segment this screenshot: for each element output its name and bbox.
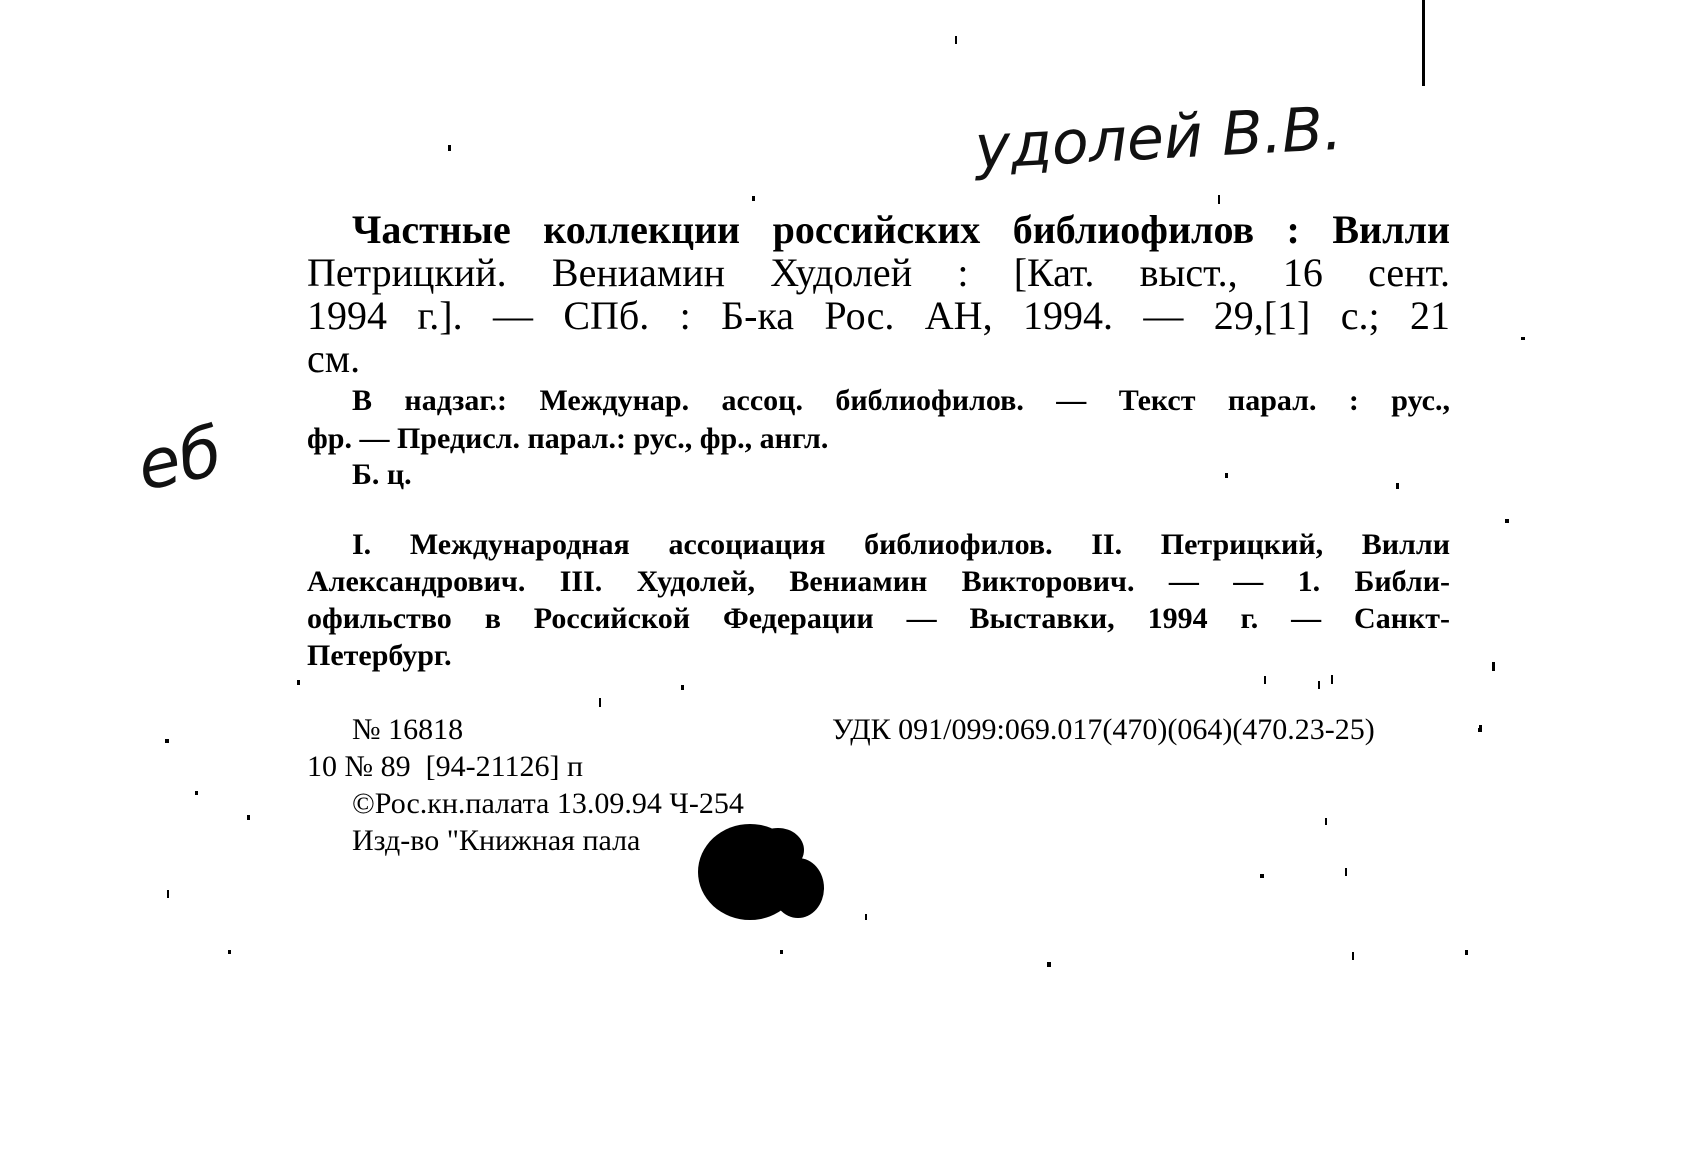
publisher-line: Изд-во "Книжная пала [352, 824, 641, 857]
ink-blot [690, 810, 840, 930]
title-line-1: Частные коллекции российских библиофилов : Вилли [352, 208, 1450, 252]
edition-line: 10 № 89 [94-21126] п [307, 750, 584, 783]
title-line-4: см. [307, 336, 361, 381]
tracing-line-2: Александрович. III. Худолей, Вениамин Викторович. — — 1. Библи- [307, 565, 1450, 598]
record-number: № 16818 [352, 713, 464, 746]
title-line-2: Петрицкий. Вениамин Худолей : [Кат. выст., 16 сент. [307, 251, 1450, 295]
top-vertical-rule [1422, 0, 1425, 86]
copyright-line: ©Рос.кн.палата 13.09.94 Ч-254 [352, 787, 744, 820]
tracing-line-3: офильство в Российской Федерации — Выставки, 1994 г. — Санкт- [307, 602, 1450, 635]
note-line-2: фр. — Предисл. парал.: рус., фр., англ. [307, 422, 829, 455]
udc-code: УДК 091/099:069.017(470)(064)(470.23-25) [832, 713, 1375, 746]
handwritten-author-name: удолей В.В. [973, 93, 1344, 183]
note-line-1: В надзаг.: Междунар. ассоц. библиофилов. — Текст парал. : рус., [352, 384, 1450, 417]
handwritten-margin-code: еб [130, 412, 229, 507]
price-note: Б. ц. [352, 458, 412, 491]
tracing-line-1: I. Международная ассоциация библиофилов. II. Петрицкий, Вилли [352, 528, 1450, 561]
title-line-3: 1994 г.]. — СПб. : Б-ка Рос. АН, 1994. — 29,[1] с.; 21 [307, 294, 1450, 338]
tracing-line-4: Петербург. [307, 639, 452, 672]
